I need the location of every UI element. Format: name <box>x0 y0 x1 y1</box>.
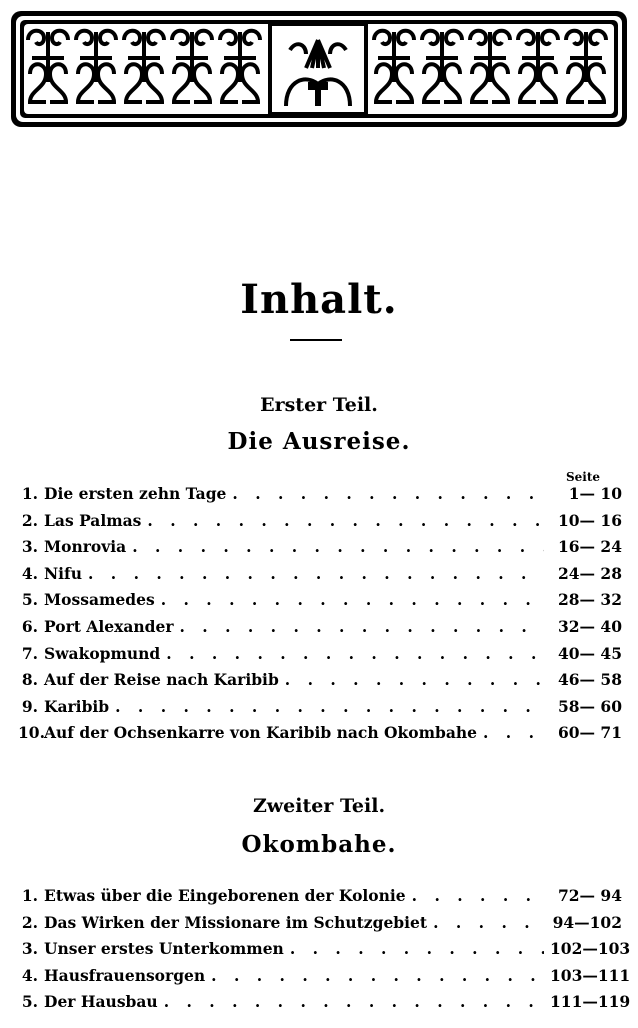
toc-entry <box>18 697 622 724</box>
entry-number: 2. <box>21 510 38 530</box>
entry-number: 6. <box>21 616 38 636</box>
dot-leader <box>433 913 544 932</box>
toc-entry <box>18 537 622 564</box>
page-column-label: Seite <box>566 470 601 484</box>
part-1-label: Erster Teil. <box>260 394 378 416</box>
entry-pages: 1— 10 <box>568 484 622 503</box>
toc-entry <box>18 670 622 697</box>
entry-number: 2. <box>21 912 38 932</box>
entry-number: 8. <box>21 670 38 690</box>
entry-title: Hausfrauensorgen <box>44 965 206 985</box>
toc-part-2 <box>18 886 631 1019</box>
entry-pages: 103—111 <box>550 965 631 985</box>
dot-leader <box>115 697 544 716</box>
entry-pages: 28— 32 <box>557 590 622 610</box>
toc-entry <box>18 913 622 940</box>
toc-entry <box>18 617 622 644</box>
entry-title: Monrovia <box>44 537 127 557</box>
part-2-label: Zweiter Teil. <box>252 795 386 817</box>
entry-pages: 46— 58 <box>557 670 622 690</box>
entry-pages: 72— 94 <box>557 886 622 905</box>
entry-title: Nifu <box>44 563 82 583</box>
entry-number: 7. <box>21 643 38 663</box>
entry-pages: 111—119 <box>550 992 631 1012</box>
toc-part-1 <box>18 484 622 750</box>
dot-leader <box>164 992 544 1011</box>
entry-title: Auf der Ochsenkarre von Karibib nach Okombahe <box>44 723 478 743</box>
entry-number: 3. <box>21 537 38 557</box>
entry-pages: 40— 45 <box>557 643 622 663</box>
dot-leader <box>132 537 544 556</box>
entry-pages: 102—103 <box>550 939 631 959</box>
entry-number: 5. <box>21 590 38 610</box>
entry-pages: 16— 24 <box>557 537 622 557</box>
toc-entry <box>18 992 631 1019</box>
toc-entry <box>18 564 622 591</box>
entry-title: Karibib <box>44 696 110 716</box>
toc-entry <box>18 886 622 913</box>
title-rule <box>290 339 342 341</box>
dot-leader <box>166 644 544 663</box>
toc-entry <box>18 644 622 671</box>
page-title: Inhalt. <box>240 276 398 323</box>
entry-pages: 32— 40 <box>557 616 622 636</box>
entry-title: Das Wirken der Missionare im Schutzgebiet <box>44 912 428 932</box>
toc-entry <box>18 590 622 617</box>
entry-title: Mossamedes <box>44 590 155 610</box>
dot-leader <box>232 484 544 503</box>
toc-entry <box>18 484 622 511</box>
entry-pages: 60— 71 <box>557 723 622 743</box>
entry-title: Las Palmas <box>44 510 142 530</box>
entry-number: 4. <box>21 965 38 985</box>
decorative-header-ornament <box>10 10 628 128</box>
dot-leader <box>412 886 544 905</box>
entry-title: Swakopmund <box>44 643 161 663</box>
part-1-title: Die Ausreise. <box>227 428 411 455</box>
entry-pages: 10— 16 <box>557 510 622 530</box>
toc-entry <box>18 965 631 993</box>
part-2-title: Okombahe. <box>241 831 397 858</box>
entry-number: 1. <box>21 886 38 905</box>
toc-entry <box>18 511 622 538</box>
entry-title: Auf der Reise nach Karibib <box>44 670 279 690</box>
entry-number: 3. <box>21 939 38 959</box>
entry-number: 1. <box>21 484 38 503</box>
entry-number: 10. <box>18 723 45 743</box>
entry-number: 4. <box>21 563 38 583</box>
entry-title: Die ersten zehn Tage <box>44 484 227 503</box>
dot-leader <box>88 564 544 583</box>
entry-number: 9. <box>21 696 38 716</box>
dot-leader <box>211 966 544 985</box>
dot-leader <box>161 590 544 609</box>
toc-entry <box>18 939 631 966</box>
toc-entry <box>18 723 622 750</box>
dot-leader <box>285 670 544 689</box>
entry-title: Port Alexander <box>44 616 174 636</box>
dot-leader <box>147 511 544 530</box>
dot-leader <box>290 939 544 958</box>
dot-leader <box>483 723 544 742</box>
entry-pages: 24— 28 <box>557 563 622 583</box>
entry-pages: 58— 60 <box>557 696 622 716</box>
entry-title: Unser erstes Unterkommen <box>44 939 284 959</box>
entry-title: Etwas über die Eingeborenen der Kolonie <box>44 886 406 905</box>
entry-pages: 94—102 <box>552 912 622 932</box>
dot-leader <box>180 617 545 636</box>
entry-title: Der Hausbau <box>44 992 158 1012</box>
entry-number: 5. <box>21 992 38 1012</box>
